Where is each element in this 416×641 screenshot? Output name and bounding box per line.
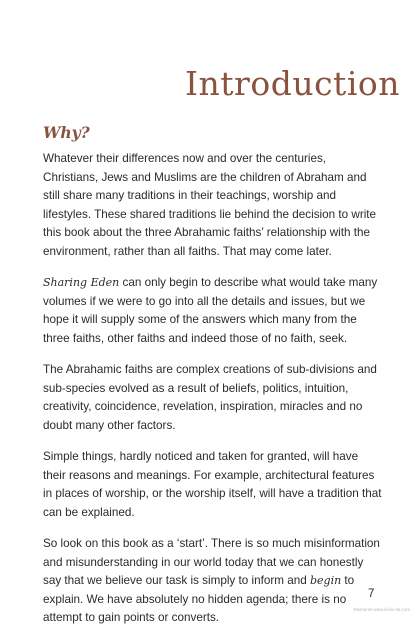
begin-emphasis: begin: [309, 574, 342, 587]
paragraph-5-text-end: to explain. We have absolutely no hidden agenda; there is no attempt to gain points or converts.: [43, 574, 355, 624]
paragraph-2-text: can only begin to describe what would take many volumes if we were to go into all the details and issues, but we hope it will supply some of the answers which many from the three faiths, other faiths and indeed those of no faith, seek.: [43, 276, 378, 345]
paragraph-3: The Abrahamic faiths are complex creations of sub-divisions and sub-species evolved as a result of beliefs, politics, intuition, creativity, coincidence, revelation, inspiration, miracles and no doubt many other factors.: [43, 363, 377, 432]
paragraph-2: [43, 274, 383, 348]
paragraph-5: [43, 535, 383, 628]
paragraph-4: Simple things, hardly noticed and taken for granted, will have their reasons and meanings. For example, architectural features in places of worship, or the worship itself, will have a tradition that can be explained.: [43, 450, 382, 519]
paragraph-1: Whatever their differences now and over the centuries, Christians, Jews and Muslims are the children of Abraham and still share many traditions in their teachings, worship and lifestyles. These shared traditions lie behind the decision to write this book about the three Abrahamic faiths’ relationship with the environment, rather than all faiths. That may come later.: [43, 152, 377, 258]
section-heading: Why?: [43, 123, 90, 142]
page-number: 7: [368, 588, 375, 600]
book-title-emphasis: Sharing Eden: [43, 276, 120, 289]
paragraph-5-text-start: So look on this book as a ‘start’. There is so much misinformation and misunderstanding in our world today that we can honestly say that we believe our task is simply to inform and: [43, 537, 380, 587]
body-text: [43, 150, 383, 641]
watermark: Elements www.kicks.tla.com: [353, 607, 410, 612]
chapter-title: Introduction: [185, 64, 400, 103]
